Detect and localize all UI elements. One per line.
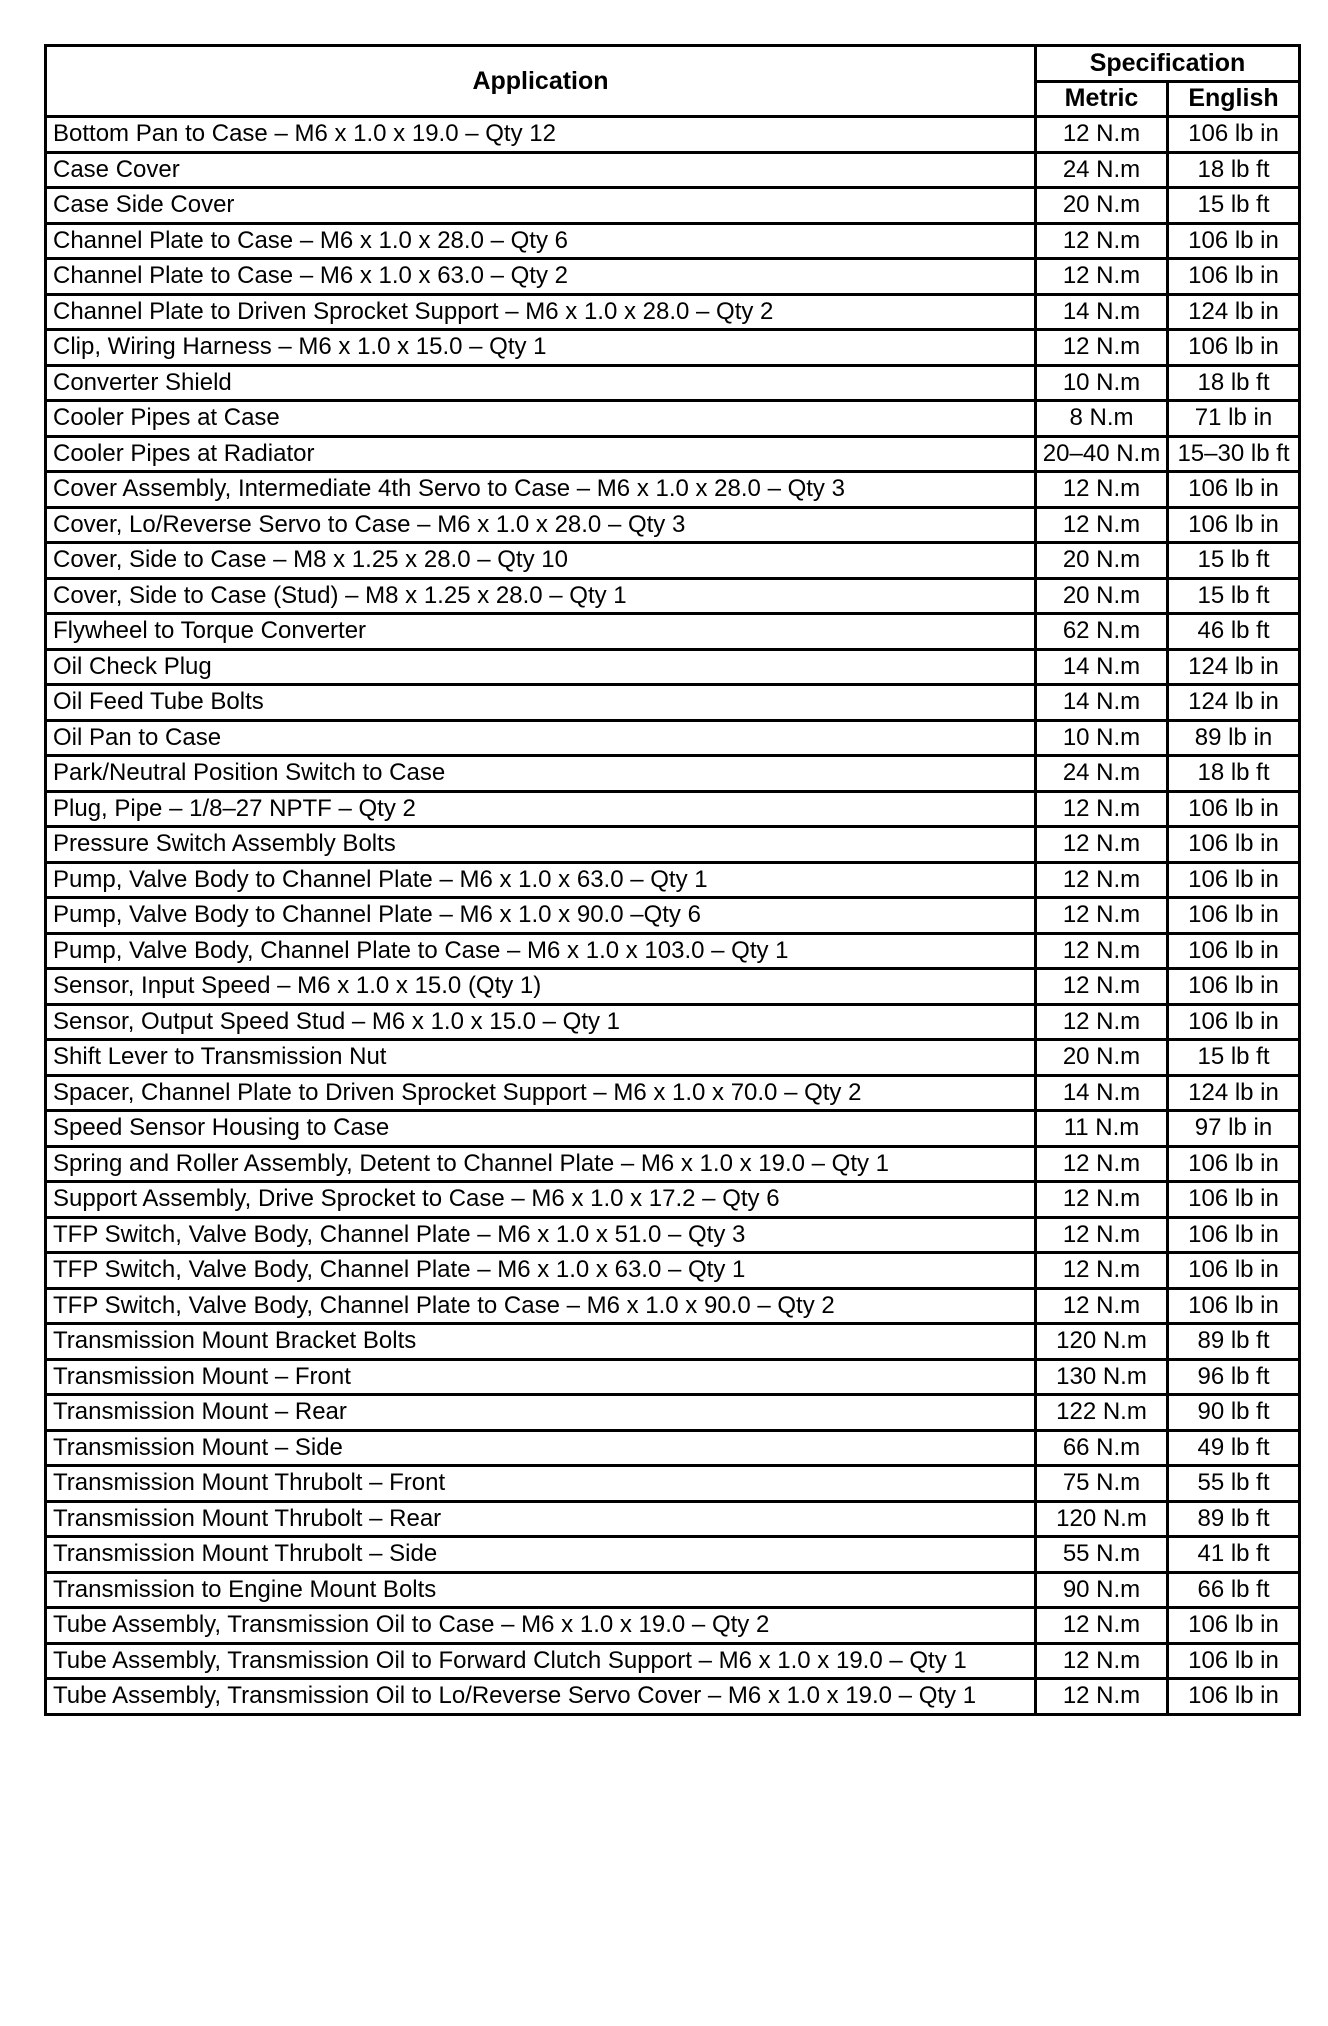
english-cell: 89 lb in: [1168, 720, 1300, 756]
metric-cell: 24 N.m: [1036, 152, 1168, 188]
metric-cell: 12 N.m: [1036, 1643, 1168, 1679]
application-cell: Transmission Mount – Front: [46, 1359, 1036, 1395]
table-row: [46, 1217, 1300, 1253]
table-row: [46, 1537, 1300, 1573]
metric-cell: 12 N.m: [1036, 791, 1168, 827]
table-row: [46, 1501, 1300, 1537]
english-cell: 124 lb in: [1168, 294, 1300, 330]
english-cell: 66 lb ft: [1168, 1572, 1300, 1608]
application-cell: Speed Sensor Housing to Case: [46, 1111, 1036, 1147]
metric-cell: 55 N.m: [1036, 1537, 1168, 1573]
application-cell: Pump, Valve Body to Channel Plate – M6 x 1.0 x 63.0 – Qty 1: [46, 862, 1036, 898]
english-cell: 106 lb in: [1168, 969, 1300, 1005]
english-cell: 55 lb ft: [1168, 1466, 1300, 1502]
english-cell: 15 lb ft: [1168, 543, 1300, 579]
table-row: [46, 1253, 1300, 1289]
metric-cell: 12 N.m: [1036, 223, 1168, 259]
application-cell: Cover, Lo/Reverse Servo to Case – M6 x 1.0 x 28.0 – Qty 3: [46, 507, 1036, 543]
english-cell: 106 lb in: [1168, 1608, 1300, 1644]
table-row: [46, 933, 1300, 969]
metric-cell: 12 N.m: [1036, 1182, 1168, 1218]
metric-cell: 12 N.m: [1036, 1253, 1168, 1289]
application-cell: Channel Plate to Case – M6 x 1.0 x 28.0 – Qty 6: [46, 223, 1036, 259]
metric-cell: 12 N.m: [1036, 1288, 1168, 1324]
table-row: [46, 1040, 1300, 1076]
application-cell: Bottom Pan to Case – M6 x 1.0 x 19.0 – Qty 12: [46, 117, 1036, 153]
metric-cell: 14 N.m: [1036, 649, 1168, 685]
application-cell: Converter Shield: [46, 365, 1036, 401]
table-row: [46, 436, 1300, 472]
application-cell: Transmission Mount Thrubolt – Side: [46, 1537, 1036, 1573]
table-row: [46, 862, 1300, 898]
application-cell: Cover, Side to Case – M8 x 1.25 x 28.0 – Qty 10: [46, 543, 1036, 579]
application-cell: Support Assembly, Drive Sprocket to Case – M6 x 1.0 x 17.2 – Qty 6: [46, 1182, 1036, 1218]
english-cell: 89 lb ft: [1168, 1324, 1300, 1360]
application-cell: Oil Check Plug: [46, 649, 1036, 685]
table-row: [46, 898, 1300, 934]
metric-cell: 12 N.m: [1036, 827, 1168, 863]
metric-cell: 20–40 N.m: [1036, 436, 1168, 472]
english-cell: 106 lb in: [1168, 507, 1300, 543]
english-cell: 106 lb in: [1168, 223, 1300, 259]
table-row: [46, 685, 1300, 721]
english-cell: 18 lb ft: [1168, 365, 1300, 401]
table-row: [46, 1608, 1300, 1644]
application-cell: Spring and Roller Assembly, Detent to Channel Plate – M6 x 1.0 x 19.0 – Qty 1: [46, 1146, 1036, 1182]
metric-cell: 20 N.m: [1036, 188, 1168, 224]
table-row: [46, 1679, 1300, 1715]
metric-cell: 24 N.m: [1036, 756, 1168, 792]
english-cell: 106 lb in: [1168, 1217, 1300, 1253]
application-cell: TFP Switch, Valve Body, Channel Plate – M6 x 1.0 x 51.0 – Qty 3: [46, 1217, 1036, 1253]
metric-cell: 12 N.m: [1036, 898, 1168, 934]
english-cell: 106 lb in: [1168, 1253, 1300, 1289]
application-cell: Cover Assembly, Intermediate 4th Servo to Case – M6 x 1.0 x 28.0 – Qty 3: [46, 472, 1036, 508]
english-cell: 106 lb in: [1168, 1679, 1300, 1715]
application-cell: Transmission Mount – Rear: [46, 1395, 1036, 1431]
table-row: [46, 720, 1300, 756]
application-cell: Sensor, Output Speed Stud – M6 x 1.0 x 15.0 – Qty 1: [46, 1004, 1036, 1040]
english-cell: 15 lb ft: [1168, 188, 1300, 224]
metric-cell: 12 N.m: [1036, 259, 1168, 295]
metric-cell: 14 N.m: [1036, 1075, 1168, 1111]
english-cell: 106 lb in: [1168, 259, 1300, 295]
english-cell: 106 lb in: [1168, 472, 1300, 508]
english-cell: 71 lb in: [1168, 401, 1300, 437]
english-header: English: [1168, 81, 1300, 117]
application-cell: Channel Plate to Case – M6 x 1.0 x 63.0 – Qty 2: [46, 259, 1036, 295]
application-cell: Channel Plate to Driven Sprocket Support – M6 x 1.0 x 28.0 – Qty 2: [46, 294, 1036, 330]
torque-spec-table: [44, 44, 1301, 1716]
application-cell: Transmission to Engine Mount Bolts: [46, 1572, 1036, 1608]
metric-cell: 90 N.m: [1036, 1572, 1168, 1608]
metric-cell: 14 N.m: [1036, 294, 1168, 330]
english-cell: 106 lb in: [1168, 1643, 1300, 1679]
application-cell: Tube Assembly, Transmission Oil to Case – M6 x 1.0 x 19.0 – Qty 2: [46, 1608, 1036, 1644]
english-cell: 46 lb ft: [1168, 614, 1300, 650]
table-row: [46, 365, 1300, 401]
application-cell: Tube Assembly, Transmission Oil to Lo/Reverse Servo Cover – M6 x 1.0 x 19.0 – Qty 1: [46, 1679, 1036, 1715]
application-cell: Park/Neutral Position Switch to Case: [46, 756, 1036, 792]
table-row: [46, 1004, 1300, 1040]
metric-cell: 14 N.m: [1036, 685, 1168, 721]
table-row: [46, 1075, 1300, 1111]
table-row: [46, 543, 1300, 579]
application-cell: TFP Switch, Valve Body, Channel Plate – M6 x 1.0 x 63.0 – Qty 1: [46, 1253, 1036, 1289]
application-cell: Transmission Mount Thrubolt – Rear: [46, 1501, 1036, 1537]
metric-cell: 8 N.m: [1036, 401, 1168, 437]
table-row: [46, 152, 1300, 188]
table-row: [46, 259, 1300, 295]
english-cell: 106 lb in: [1168, 117, 1300, 153]
application-cell: Clip, Wiring Harness – M6 x 1.0 x 15.0 – Qty 1: [46, 330, 1036, 366]
metric-cell: 20 N.m: [1036, 578, 1168, 614]
english-cell: 49 lb ft: [1168, 1430, 1300, 1466]
english-cell: 15–30 lb ft: [1168, 436, 1300, 472]
metric-cell: 122 N.m: [1036, 1395, 1168, 1431]
table-row: [46, 1324, 1300, 1360]
english-cell: 106 lb in: [1168, 330, 1300, 366]
application-cell: Oil Pan to Case: [46, 720, 1036, 756]
english-cell: 124 lb in: [1168, 649, 1300, 685]
application-cell: Transmission Mount Thrubolt – Front: [46, 1466, 1036, 1502]
table-row: [46, 791, 1300, 827]
metric-cell: 12 N.m: [1036, 862, 1168, 898]
table-row: [46, 1288, 1300, 1324]
english-cell: 106 lb in: [1168, 898, 1300, 934]
table-row: [46, 756, 1300, 792]
metric-cell: 12 N.m: [1036, 969, 1168, 1005]
table-row: [46, 1572, 1300, 1608]
metric-cell: 12 N.m: [1036, 1679, 1168, 1715]
english-cell: 96 lb ft: [1168, 1359, 1300, 1395]
english-cell: 106 lb in: [1168, 1182, 1300, 1218]
metric-cell: 12 N.m: [1036, 1608, 1168, 1644]
metric-cell: 10 N.m: [1036, 365, 1168, 401]
application-cell: Tube Assembly, Transmission Oil to Forward Clutch Support – M6 x 1.0 x 19.0 – Qty 1: [46, 1643, 1036, 1679]
table-row: [46, 223, 1300, 259]
english-cell: 106 lb in: [1168, 1288, 1300, 1324]
application-cell: Flywheel to Torque Converter: [46, 614, 1036, 650]
table-row: [46, 1430, 1300, 1466]
table-row: [46, 1146, 1300, 1182]
metric-cell: 12 N.m: [1036, 472, 1168, 508]
table-row: [46, 1182, 1300, 1218]
metric-cell: 62 N.m: [1036, 614, 1168, 650]
english-cell: 97 lb in: [1168, 1111, 1300, 1147]
header-row-top: [46, 46, 1300, 82]
application-cell: Case Cover: [46, 152, 1036, 188]
metric-cell: 120 N.m: [1036, 1324, 1168, 1360]
table-row: [46, 649, 1300, 685]
table-row: [46, 472, 1300, 508]
table-row: [46, 1643, 1300, 1679]
table-row: [46, 188, 1300, 224]
table-row: [46, 401, 1300, 437]
table-row: [46, 1466, 1300, 1502]
table-row: [46, 1395, 1300, 1431]
metric-cell: 12 N.m: [1036, 507, 1168, 543]
application-cell: Plug, Pipe – 1/8–27 NPTF – Qty 2: [46, 791, 1036, 827]
english-cell: 106 lb in: [1168, 933, 1300, 969]
english-cell: 106 lb in: [1168, 1004, 1300, 1040]
english-cell: 15 lb ft: [1168, 1040, 1300, 1076]
table-row: [46, 969, 1300, 1005]
metric-cell: 12 N.m: [1036, 1146, 1168, 1182]
application-cell: Pump, Valve Body to Channel Plate – M6 x 1.0 x 90.0 –Qty 6: [46, 898, 1036, 934]
metric-header: Metric: [1036, 81, 1168, 117]
table-row: [46, 507, 1300, 543]
table-row: [46, 578, 1300, 614]
metric-cell: 12 N.m: [1036, 330, 1168, 366]
english-cell: 124 lb in: [1168, 685, 1300, 721]
application-cell: TFP Switch, Valve Body, Channel Plate to Case – M6 x 1.0 x 90.0 – Qty 2: [46, 1288, 1036, 1324]
english-cell: 41 lb ft: [1168, 1537, 1300, 1573]
table-row: [46, 330, 1300, 366]
table-row: [46, 1359, 1300, 1395]
english-cell: 18 lb ft: [1168, 756, 1300, 792]
application-cell: Transmission Mount – Side: [46, 1430, 1036, 1466]
english-cell: 18 lb ft: [1168, 152, 1300, 188]
application-cell: Spacer, Channel Plate to Driven Sprocket Support – M6 x 1.0 x 70.0 – Qty 2: [46, 1075, 1036, 1111]
metric-cell: 20 N.m: [1036, 543, 1168, 579]
metric-cell: 11 N.m: [1036, 1111, 1168, 1147]
application-header: Application: [46, 46, 1036, 117]
english-cell: 106 lb in: [1168, 862, 1300, 898]
metric-cell: 20 N.m: [1036, 1040, 1168, 1076]
table-row: [46, 614, 1300, 650]
application-cell: Pressure Switch Assembly Bolts: [46, 827, 1036, 863]
english-cell: 89 lb ft: [1168, 1501, 1300, 1537]
application-cell: Cooler Pipes at Case: [46, 401, 1036, 437]
english-cell: 106 lb in: [1168, 1146, 1300, 1182]
metric-cell: 12 N.m: [1036, 933, 1168, 969]
metric-cell: 120 N.m: [1036, 1501, 1168, 1537]
metric-cell: 10 N.m: [1036, 720, 1168, 756]
application-cell: Oil Feed Tube Bolts: [46, 685, 1036, 721]
english-cell: 106 lb in: [1168, 791, 1300, 827]
metric-cell: 12 N.m: [1036, 1004, 1168, 1040]
application-cell: Sensor, Input Speed – M6 x 1.0 x 15.0 (Qty 1): [46, 969, 1036, 1005]
english-cell: 124 lb in: [1168, 1075, 1300, 1111]
specification-header: Specification: [1036, 46, 1300, 82]
table-header: [46, 46, 1300, 117]
metric-cell: 66 N.m: [1036, 1430, 1168, 1466]
english-cell: 15 lb ft: [1168, 578, 1300, 614]
application-cell: Transmission Mount Bracket Bolts: [46, 1324, 1036, 1360]
application-cell: Shift Lever to Transmission Nut: [46, 1040, 1036, 1076]
application-cell: Cooler Pipes at Radiator: [46, 436, 1036, 472]
table-row: [46, 294, 1300, 330]
table-row: [46, 1111, 1300, 1147]
metric-cell: 130 N.m: [1036, 1359, 1168, 1395]
application-cell: Pump, Valve Body, Channel Plate to Case – M6 x 1.0 x 103.0 – Qty 1: [46, 933, 1036, 969]
application-cell: Cover, Side to Case (Stud) – M8 x 1.25 x 28.0 – Qty 1: [46, 578, 1036, 614]
table-row: [46, 827, 1300, 863]
table-row: [46, 117, 1300, 153]
metric-cell: 75 N.m: [1036, 1466, 1168, 1502]
english-cell: 106 lb in: [1168, 827, 1300, 863]
table-body: [46, 117, 1300, 1715]
metric-cell: 12 N.m: [1036, 1217, 1168, 1253]
english-cell: 90 lb ft: [1168, 1395, 1300, 1431]
application-cell: Case Side Cover: [46, 188, 1036, 224]
metric-cell: 12 N.m: [1036, 117, 1168, 153]
